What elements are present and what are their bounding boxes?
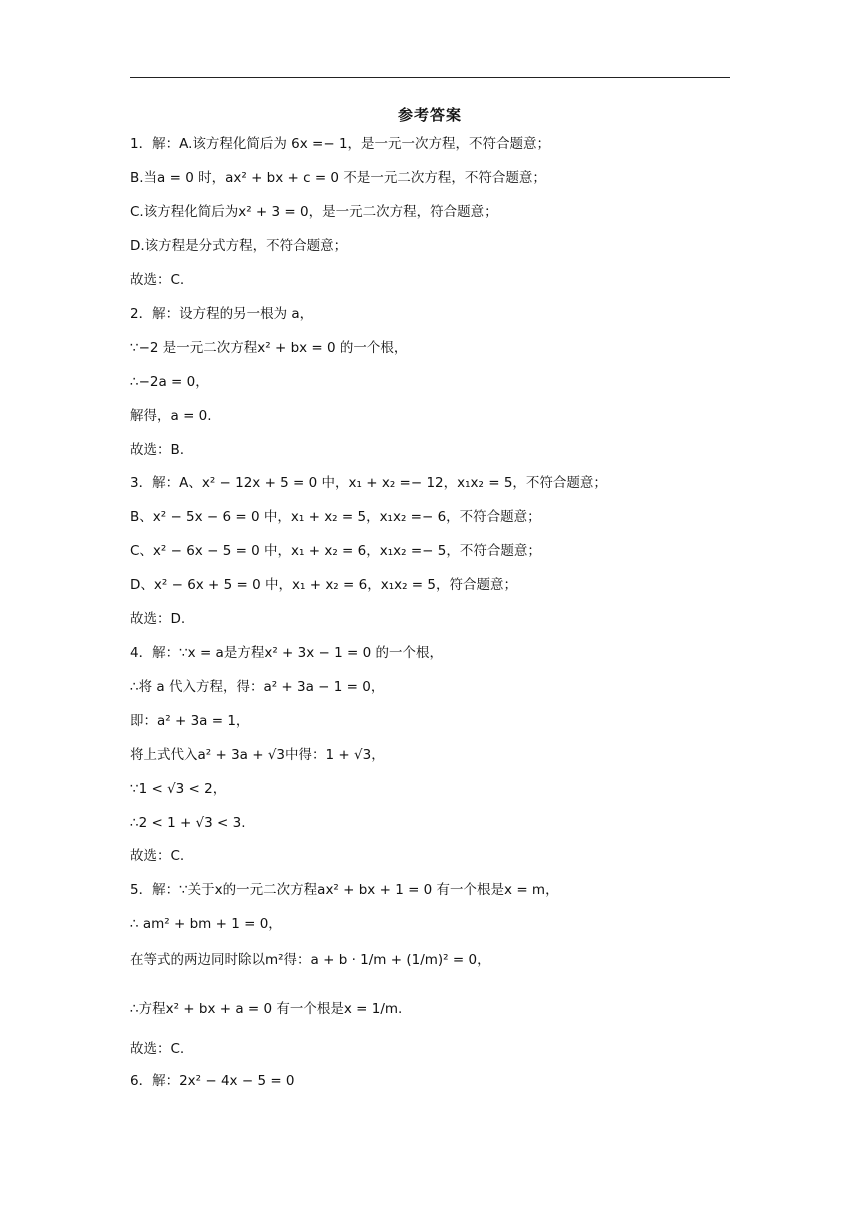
page-title: 参考答案 <box>397 106 462 124</box>
header-rule <box>130 77 730 78</box>
answer-line: 故选：B. <box>130 442 185 458</box>
answer-line: D.该方程是分式方程，不符合题意； <box>130 238 348 254</box>
answer-line: 故选：C. <box>130 1041 185 1057</box>
answer-line: 故选：C. <box>130 848 185 864</box>
answer-line: 解得，a = 0. <box>130 408 212 424</box>
answer-line: 3．解：A、x² − 12x + 5 = 0 中，x₁ + x₂ =− 12，x₁x₂ = 5，不符合题意； <box>130 475 607 491</box>
answer-line: ∴ am² + bm + 1 = 0， <box>130 916 282 932</box>
answer-line: 故选：D. <box>130 611 186 627</box>
answer-line: 2．解：设方程的另一根为 a， <box>130 306 314 322</box>
answer-line: 4．解：∵x = a是方程x² + 3x − 1 = 0 的一个根， <box>130 645 443 661</box>
answer-line: ∴−2a = 0， <box>130 374 209 390</box>
answer-line: 6．解：2x² − 4x − 5 = 0 <box>130 1073 295 1089</box>
answer-line: ∴方程x² + bx + a = 0 有一个根是x = 1/m. <box>130 1001 403 1017</box>
answer-line: 5．解：∵关于x的一元二次方程ax² + bx + 1 = 0 有一个根是x = m， <box>130 882 559 898</box>
answer-line: C.该方程化简后为x² + 3 = 0，是一元二次方程，符合题意； <box>130 204 498 220</box>
answer-line: ∵−2 是一元二次方程x² + bx = 0 的一个根， <box>130 340 408 356</box>
answer-line: B、x² − 5x − 6 = 0 中，x₁ + x₂ = 5，x₁x₂ =− 6，不符合题意； <box>130 509 541 525</box>
answer-line: ∴2 < 1 + √3 < 3. <box>130 815 246 831</box>
answer-line: 故选：C. <box>130 272 185 288</box>
answer-line: B.当a = 0 时，ax² + bx + c = 0 不是一元二次方程，不符合题意； <box>130 170 546 186</box>
answer-line: 1．解：A.该方程化简后为 6x =− 1，是一元一次方程，不符合题意； <box>130 136 551 152</box>
answer-line: 在等式的两边同时除以m²得：a + b · 1/m + (1/m)² = 0， <box>130 952 491 968</box>
answer-line: 即：a² + 3a = 1， <box>130 713 250 729</box>
answer-line: D、x² − 6x + 5 = 0 中，x₁ + x₂ = 6，x₁x₂ = 5，符合题意； <box>130 577 517 593</box>
answer-line: ∴将 a 代入方程，得：a² + 3a − 1 = 0， <box>130 679 385 695</box>
answer-line: C、x² − 6x − 5 = 0 中，x₁ + x₂ = 6，x₁x₂ =− 5，不符合题意； <box>130 543 541 559</box>
answer-line: 将上式代入a² + 3a + √3中得：1 + √3， <box>130 747 385 763</box>
answer-line: ∵1 < √3 < 2， <box>130 781 227 797</box>
